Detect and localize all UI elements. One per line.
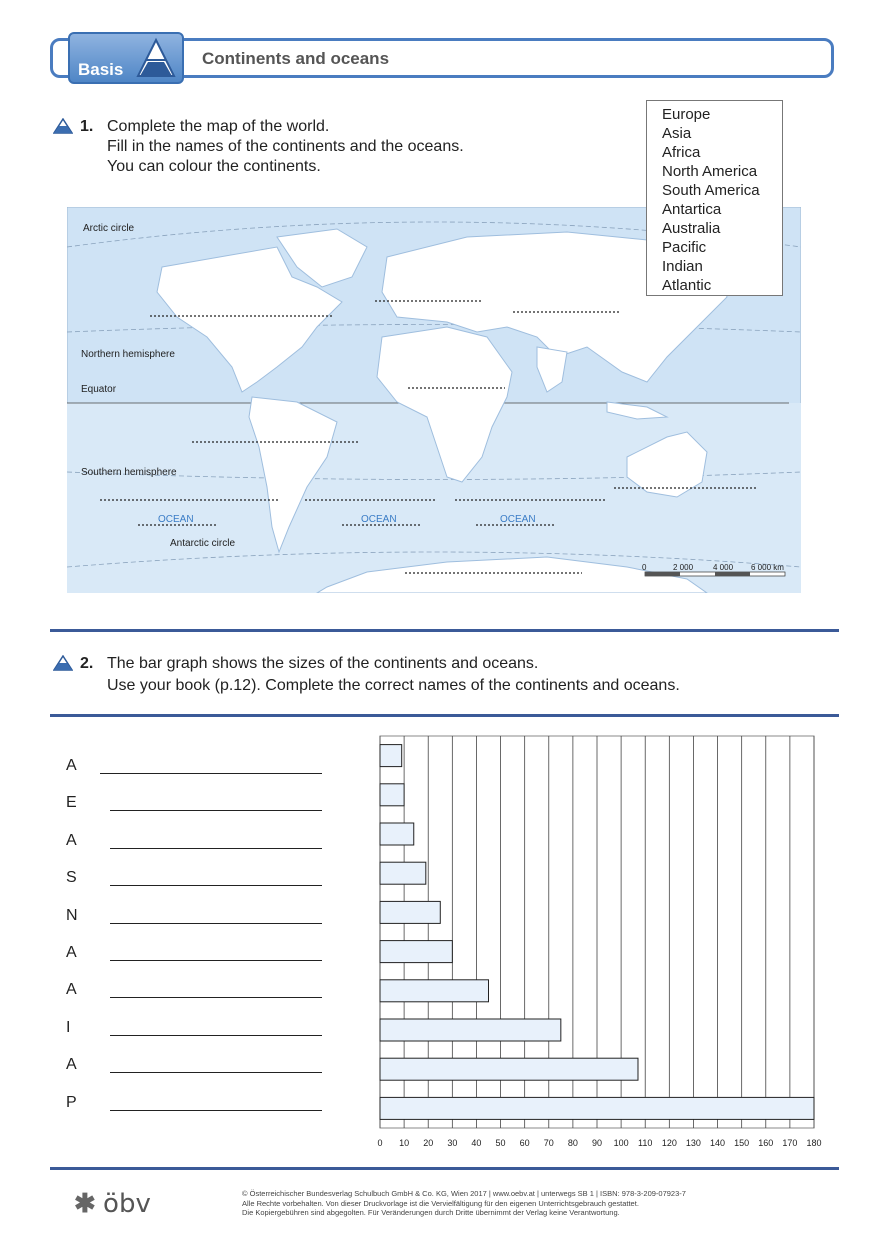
- answer-input-line[interactable]: [110, 1035, 322, 1036]
- answer-input-line[interactable]: [110, 810, 322, 811]
- x-tick-label: 20: [423, 1138, 434, 1148]
- word-item: Pacific: [662, 239, 707, 256]
- word-item: Asia: [662, 125, 692, 142]
- answer-letter: E: [66, 794, 77, 812]
- scale-tick-2000: 2 000: [673, 563, 694, 572]
- answer-letter: A: [66, 831, 77, 849]
- answer-letter: S: [66, 869, 77, 887]
- bar-n-4: [380, 901, 440, 923]
- bar-a-8: [380, 1058, 638, 1080]
- word-item: Australia: [662, 220, 721, 237]
- bar-a-5: [380, 941, 452, 963]
- answer-letter: A: [66, 1056, 77, 1074]
- small-pyramid-icon: [53, 655, 73, 671]
- answer-input-line[interactable]: [110, 1072, 322, 1073]
- x-tick-label: 150: [734, 1138, 750, 1148]
- x-tick-label: 30: [447, 1138, 458, 1148]
- x-tick-label: 80: [567, 1138, 578, 1148]
- bar-a-0: [380, 745, 402, 767]
- footer-line-1: © Österreichischer Bundesverlag Schulbuch GmbH & Co. KG, Wien 2017 | www.oebv.at | unterwegs SB 1 | ISBN: 978-3-209-07923-7: [242, 1189, 686, 1198]
- answer-input-line[interactable]: [110, 923, 322, 924]
- word-item: South America: [662, 182, 760, 199]
- scale-tick-6000: 6 000 km: [751, 563, 784, 572]
- scale-tick-4000: 4 000: [713, 563, 734, 572]
- answer-input-line[interactable]: [110, 997, 322, 998]
- x-tick-label: 100: [613, 1138, 629, 1148]
- word-box: [646, 100, 783, 296]
- copyright-text: [242, 1189, 842, 1218]
- answer-input-line[interactable]: [110, 1110, 322, 1111]
- equator-label: Equator: [81, 384, 117, 395]
- answer-input-line[interactable]: [110, 960, 322, 961]
- arctic-circle-label: Arctic circle: [83, 223, 135, 234]
- x-tick-label: 90: [591, 1138, 603, 1148]
- bar-a-6: [380, 980, 489, 1002]
- x-tick-label: 170: [782, 1138, 798, 1148]
- ocean-label-1: OCEAN: [158, 514, 194, 525]
- bar-p-9: [380, 1097, 814, 1119]
- bar-i-7: [380, 1019, 561, 1041]
- task-1-line-3: You can colour the continents.: [107, 158, 321, 175]
- x-tick-label: 70: [543, 1138, 554, 1148]
- word-item: Europe: [662, 106, 711, 123]
- answer-input-line[interactable]: [100, 773, 322, 774]
- x-tick-label: 40: [471, 1138, 482, 1148]
- answer-input-line[interactable]: [110, 848, 322, 849]
- bar-s-3: [380, 862, 426, 884]
- southern-hemisphere-label: Southern hemisphere: [81, 467, 177, 478]
- antarctic-circle-label: Antarctic circle: [170, 538, 236, 549]
- bar-e-1: [380, 784, 404, 806]
- bar-chart: [366, 732, 826, 1152]
- logo-star-icon: ✱: [74, 1188, 96, 1218]
- answer-letter: P: [66, 1093, 77, 1111]
- task-1-number: 1.: [80, 118, 94, 135]
- footer-line-3: Die Kopiergebühren sind abgegolten. Für Veränderungen durch Dritte übernimmt der Verlag keine Verantwortung.: [242, 1208, 620, 1217]
- bar-a-2: [380, 823, 414, 845]
- x-tick-label: 60: [519, 1138, 530, 1148]
- word-item: Atlantic: [662, 277, 712, 294]
- ocean-label-3: OCEAN: [500, 514, 536, 525]
- word-item: North America: [662, 163, 758, 180]
- footer-line-2: Alle Rechte vorbehalten. Von dieser Druckvorlage ist die Vervielfältigung für den eigenen Unterrichtsgebrauch gestattet.: [242, 1198, 639, 1208]
- answer-letter: A: [66, 981, 77, 999]
- x-tick-label: 160: [758, 1138, 774, 1148]
- scale-tick-0: 0: [642, 563, 647, 572]
- northern-hemisphere-label: Northern hemisphere: [81, 349, 175, 360]
- word-item: Indian: [662, 258, 703, 275]
- x-tick-label: 110: [638, 1138, 653, 1148]
- answer-input-line[interactable]: [110, 885, 322, 886]
- x-tick-label: 50: [495, 1138, 506, 1148]
- task-2-line-1: The bar graph shows the sizes of the continents and oceans.: [107, 655, 539, 672]
- task-1-line-2: Fill in the names of the continents and the oceans.: [107, 138, 464, 155]
- answer-letter: A: [66, 757, 77, 774]
- x-tick-label: 120: [661, 1138, 677, 1148]
- task-2-line-2: Use your book (p.12). Complete the correct names of the continents and oceans.: [107, 677, 680, 694]
- answer-letter: I: [66, 1018, 71, 1036]
- answer-letter: N: [66, 906, 78, 924]
- section-divider: [50, 714, 839, 717]
- footer-divider: [50, 1167, 839, 1170]
- badge-label: Basis: [78, 60, 124, 79]
- x-tick-label: 130: [685, 1138, 701, 1148]
- task-1-line-1: Complete the map of the world.: [107, 118, 330, 135]
- task-2-number: 2.: [80, 655, 94, 672]
- answer-letter: A: [66, 944, 77, 961]
- logo-text: öbv: [103, 1189, 151, 1219]
- small-pyramid-icon: [53, 118, 73, 134]
- x-tick-label: 10: [399, 1138, 410, 1148]
- x-tick-label: 140: [710, 1138, 726, 1148]
- word-item: Antartica: [662, 201, 722, 218]
- word-item: Africa: [662, 144, 701, 161]
- x-tick-label: 0: [377, 1138, 383, 1148]
- x-tick-label: 180: [806, 1138, 822, 1148]
- ocean-label-2: OCEAN: [361, 514, 397, 525]
- section-divider: [50, 629, 839, 632]
- page-title: Continents and oceans: [202, 49, 390, 68]
- obv-logo: [74, 1188, 151, 1219]
